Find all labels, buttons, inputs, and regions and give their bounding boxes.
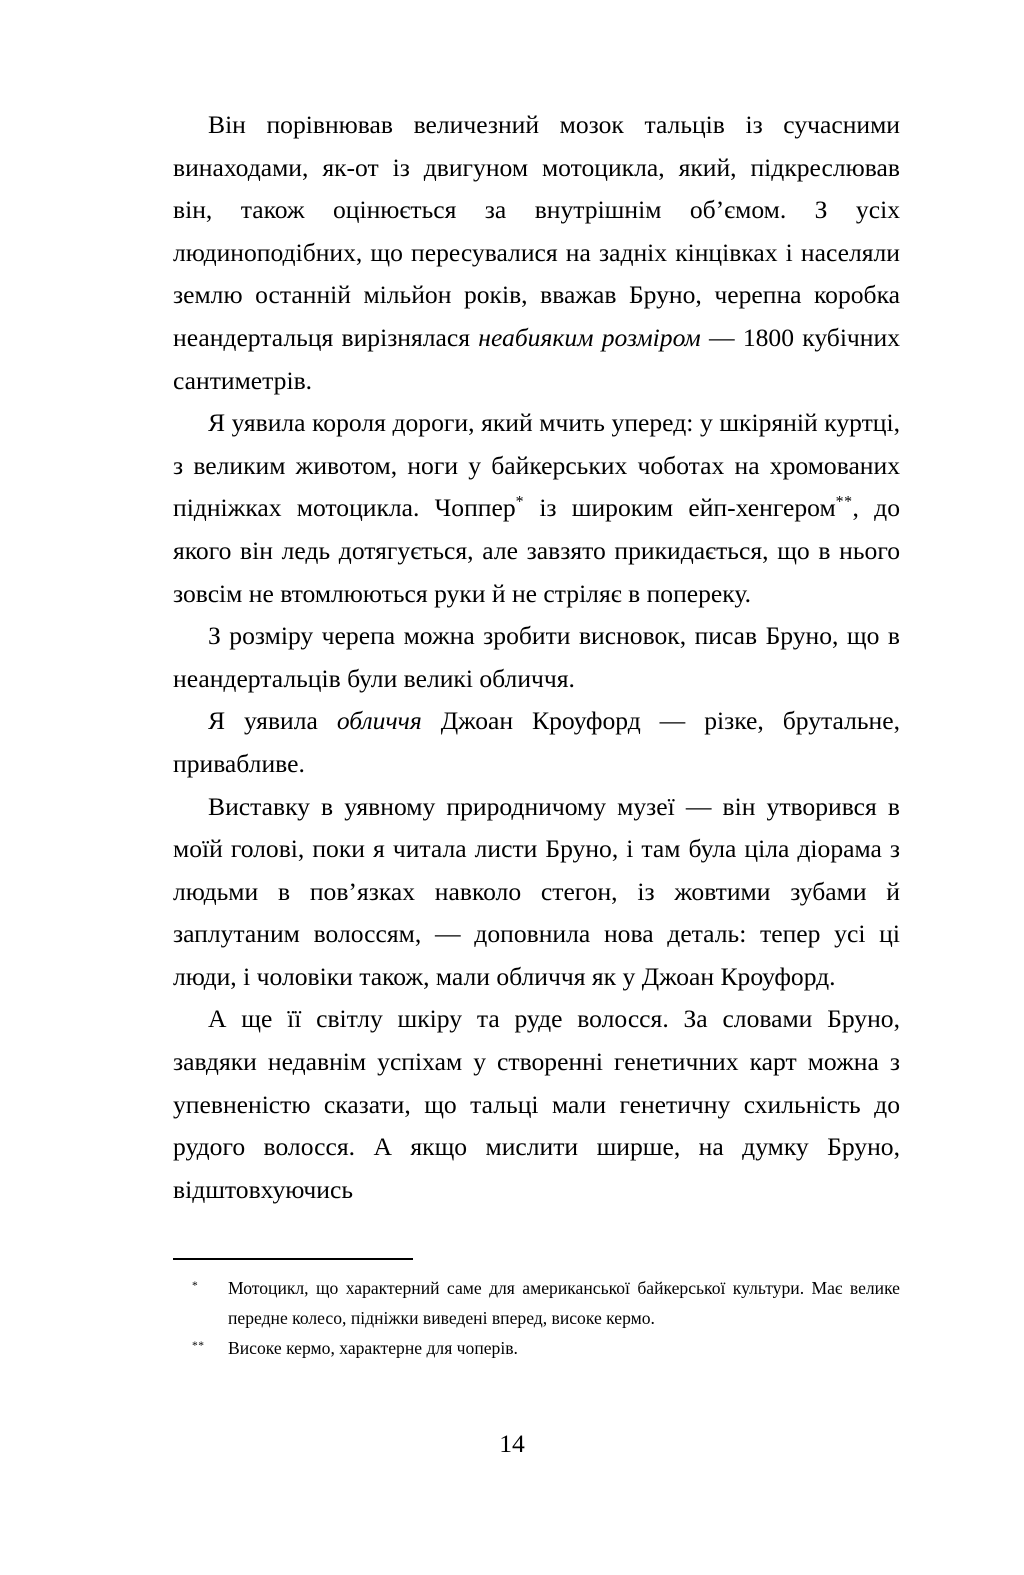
- paragraph-1: [173, 104, 900, 402]
- footnote-ref-1[interactable]: *: [515, 493, 525, 511]
- footnote-item-2: [173, 1334, 900, 1364]
- paragraph-4-run-2: Джоан Кроуфорд — різке, брутальне, привабливе.: [173, 706, 900, 778]
- paragraph-4-run-1: Я уявила: [208, 706, 337, 736]
- footnote-area: [173, 1258, 900, 1365]
- paragraph-1-run-1: Він порівнював величезний мозок тальців із сучасними винаходами, як-от із двигуном мотоцикла, який, підкреслював він, також оцінюється за внутрішнім об’ємом. З усіх людиноподібних, що пересувалися на задніх кінцівках і населяли землю останній мільйон років, вважав Бруно, черепна коробка неандертальця вирізнялася: [173, 110, 900, 352]
- paragraph-6-run-1: А ще її світлу шкіру та руде волосся. За словами Бруно, завдяки недавнім успіхам у створенні генетичних карт можна з упевненістю сказати, що тальці мали генетичну схильність до рудого волосся. А якщо мислити ширше, на думку Бруно, відштовхуючись: [173, 1004, 900, 1204]
- paragraph-4: [173, 700, 900, 785]
- page-number: 14: [499, 1429, 525, 1458]
- footnote-marker-2: **: [192, 1340, 205, 1352]
- footnote-ref-2[interactable]: **: [835, 493, 853, 511]
- paragraph-2-run-1: Я уявила короля дороги, який мчить уперед: у шкіряній куртці, з великим животом, ноги у байкерських чоботах на хромованих підніжках мотоцикла. Чоппер: [173, 408, 900, 523]
- paragraph-6: [173, 998, 900, 1211]
- footnote-text-1: Мотоцикл, що характерний саме для американської байкерської культури. Має велике передне колесо, підніжки виведені вперед, високе кермо.: [228, 1278, 900, 1328]
- paragraph-3: [173, 615, 900, 700]
- paragraph-1-emphasis: неабияким розміром: [478, 322, 701, 352]
- paragraph-2-run-2: із широким ейп-хенгером: [524, 493, 836, 523]
- body-text-block: [173, 104, 900, 1211]
- paragraph-5-run-1: Виставку в уявному природничому музеї — він утворився в моїй голові, поки я читала листи Бруно, і там була ціла діорама з людьми в пов’язках навколо стегон, із жовтими зубами й заплутаним волоссям, — доповнила нова деталь: тепер усі ці люди, і чоловіки також, мали обличчя як у Джоан Кроуфорд.: [173, 791, 900, 991]
- footnote-text-2: Високе кермо, характерне для чоперів.: [228, 1338, 518, 1358]
- footnote-separator-rule: [173, 1258, 413, 1260]
- paragraph-1-run-2: — 1800 кубічних сантиметрів.: [173, 322, 900, 395]
- paragraph-5: [173, 786, 900, 999]
- paragraph-3-run-1: З розміру черепа можна зробити висновок, писав Бруно, що в неандертальців були великі обличчя.: [173, 621, 900, 693]
- footnote-marker-1: *: [192, 1280, 199, 1292]
- footnote-item-1: [173, 1274, 900, 1333]
- paragraph-2-run-3: , до якого він ледь дотягується, але завзято прикидається, що в нього зовсім не втомлюються руки й не стріляє в попереку.: [173, 493, 900, 608]
- paragraph-4-emphasis: обличчя: [336, 706, 422, 736]
- paragraph-2: [173, 402, 900, 615]
